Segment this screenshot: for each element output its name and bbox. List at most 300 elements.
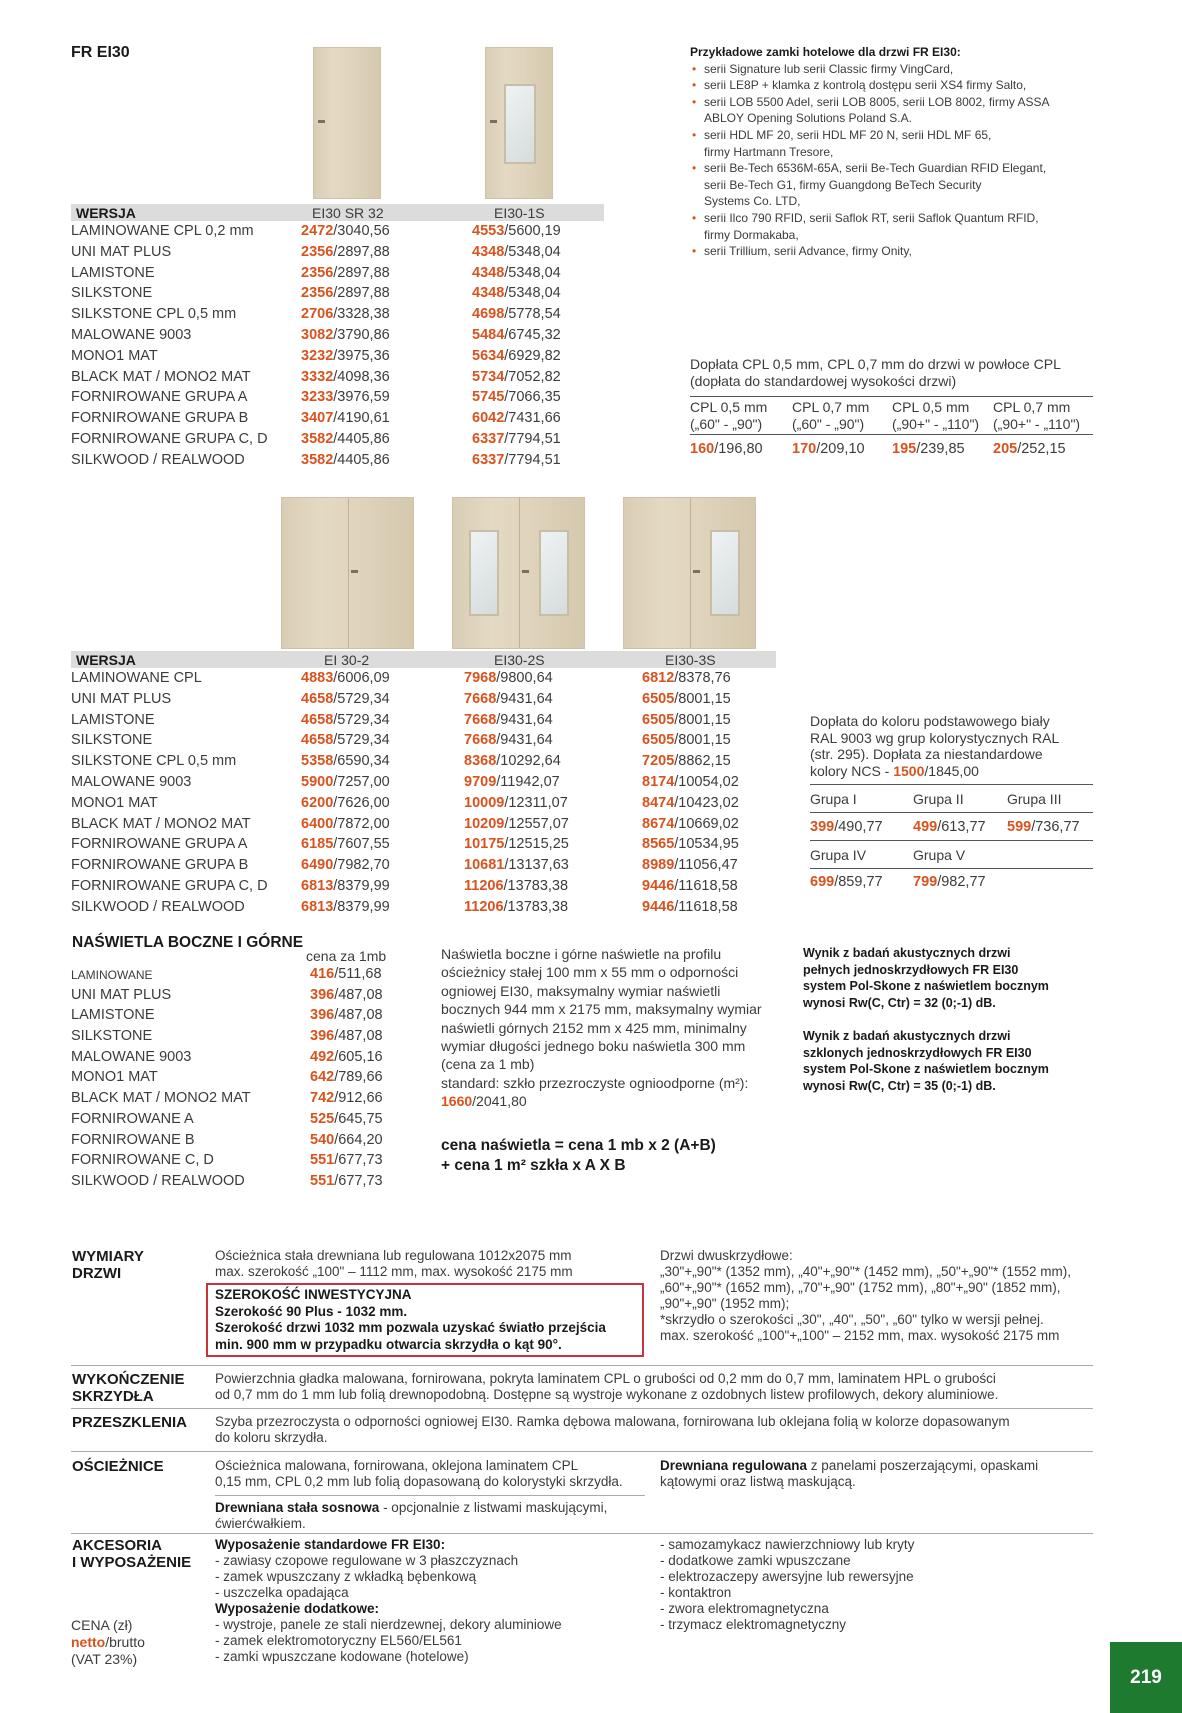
hotel-lock-line: • serii Trillium, serii Advance, firmy Onity,: [704, 244, 912, 259]
page-title: FR EI30: [71, 44, 130, 61]
price-cell: [642, 857, 738, 873]
door-split-line: [519, 498, 520, 648]
door-handle-icon: [351, 570, 358, 573]
sidelights-description: [441, 945, 781, 1111]
acc-right-item: - kontaktron: [660, 1585, 732, 1600]
price-brutto: /664,20: [334, 1131, 383, 1148]
price-netto: 7205: [642, 753, 675, 770]
box-line1: SZEROKOŚĆ INWESTYCYJNA: [215, 1287, 412, 1302]
acc-standard-title: Wyposażenie standardowe FR EI30:: [215, 1537, 446, 1552]
table-row: [71, 223, 611, 244]
table1-header: [71, 204, 604, 221]
spec-akcesoria-right: [660, 1537, 914, 1633]
price-brutto: /7431,66: [504, 410, 561, 427]
row-label: FORNIROWANE GRUPA B: [71, 857, 249, 874]
price-brutto: /8862,15: [674, 753, 731, 770]
row-label: FORNIROWANE GRUPA C, D: [71, 877, 268, 894]
table2-header-col3: EI30-3S: [665, 652, 716, 668]
price-brutto: /677,73: [334, 1172, 383, 1189]
price-netto: 525: [310, 1110, 335, 1127]
price-netto: 6505: [642, 711, 675, 728]
spec-acc-title-2: I WYPOSAŻENIE: [72, 1554, 192, 1571]
price-cell: [301, 244, 390, 260]
sidelights-desc-line: naświetli górnych 2152 mm x 425 mm, minimalny: [441, 1019, 747, 1036]
acc-right-item: - trzymacz elektromagnetyczny: [660, 1617, 847, 1632]
price-brutto: /4190,61: [333, 410, 390, 427]
table2-header-version: WERSJA: [76, 652, 136, 668]
price-brutto: /7607,55: [333, 836, 390, 853]
price-brutto: /5348,04: [504, 243, 561, 260]
color-group-price: [1007, 819, 1080, 835]
spec-osc-r-rest: z panelami poszerzającymi, opaskami: [807, 1458, 1039, 1473]
price-netto: 11206: [464, 877, 504, 894]
price-netto: 4348: [472, 285, 505, 302]
price-brutto: /5729,34: [333, 732, 390, 749]
price-brutto: /10292,64: [496, 753, 561, 770]
price-netto: 3582: [301, 451, 334, 468]
spec-oscieznice-left2: [215, 1500, 607, 1532]
cpl-col-range: („90+" - „110"): [892, 416, 980, 432]
spec-wyk-title-1: WYKOŃCZENIE: [72, 1371, 185, 1388]
price-cell: [301, 431, 390, 447]
acoustic-line: wynosi Rw(C, Ctr) = 35 (0;-1) dB.: [803, 1079, 996, 1094]
table-row: [71, 987, 431, 1008]
price-cell: [464, 753, 561, 769]
price-netto: 6200: [301, 794, 334, 811]
color-price-brutto: /982,77: [937, 874, 986, 890]
price-cell: [472, 452, 561, 468]
hotel-locks-block: [690, 44, 1110, 260]
price-netto: 5745: [472, 389, 505, 406]
price-brutto: /6929,82: [504, 347, 561, 364]
price-brutto: /7257,00: [333, 773, 390, 790]
price-netto: 416: [310, 966, 335, 982]
price-cell: [472, 244, 561, 260]
price-brutto: /7794,51: [504, 430, 561, 447]
price-note-netto-brutto: [71, 1634, 145, 1651]
sidelights-glass-price: [441, 1092, 781, 1110]
color-price-brutto: /736,77: [1031, 819, 1080, 835]
price-cell: [301, 285, 390, 301]
row-label: MONO1 MAT: [71, 1069, 158, 1086]
price-netto: 9446: [642, 877, 675, 894]
row-label: UNI MAT PLUS: [71, 243, 172, 260]
price-cell: [301, 753, 390, 769]
color-group-price: [913, 819, 986, 835]
acc-extra-title: Wyposażenie dodatkowe:: [215, 1601, 380, 1616]
table1-header-col2: EI30-1S: [494, 205, 545, 221]
table2-body: [71, 670, 791, 920]
spec-wymiary-left-2: max. szerokość „100" – 1112 mm, max. wysokość 2175 mm: [215, 1264, 573, 1279]
hotel-lock-line: ABLOY Opening Solutions Poland S.A.: [704, 111, 912, 126]
color-ncs-brutto: /1845,00: [924, 762, 979, 779]
spec-wyk-title-2: SKRZYDŁA: [72, 1388, 154, 1405]
sidelights-desc-line: wymiar długości jednego boku naświetla 300 mm: [441, 1038, 746, 1055]
table-row: [71, 878, 791, 899]
cpl-col-label: CPL 0,7 mm: [993, 399, 1071, 415]
price-netto: 742: [310, 1090, 335, 1107]
price-netto: 2472: [301, 223, 334, 239]
price-brutto: /5348,04: [504, 264, 561, 281]
sidelights-desc-line: ościeżnicy stałej 100 mm x 55 mm o odporności: [441, 964, 739, 981]
table2-header: [71, 651, 776, 668]
color-line2: RAL 9003 wg grup kolorystycznych RAL: [810, 729, 1060, 746]
price-brutto: /605,16: [334, 1048, 383, 1065]
sidelights-desc-line: bocznych 944 mm x 2175 mm, maksymalny wymiar: [441, 1001, 762, 1018]
cpl-col-price: [792, 441, 865, 457]
box-line4: min. 900 mm w przypadku otwarcia skrzydła o kąt 90°.: [215, 1336, 562, 1352]
spec-osc-l3: ćwierćwałkiem.: [215, 1516, 306, 1531]
price-cell: [310, 1028, 383, 1044]
color-line1: Dopłata do koloru podstawowego biały: [810, 713, 1050, 729]
price-brutto: /11618,58: [674, 877, 738, 894]
cpl-price-netto: 170: [792, 441, 817, 457]
spec-akcesoria-title: [72, 1537, 191, 1571]
price-cell: [464, 691, 553, 707]
table-row: [71, 1028, 431, 1049]
price-cell: [642, 670, 731, 686]
row-label: FORNIROWANE GRUPA A: [71, 836, 248, 853]
door-split-line: [348, 498, 349, 648]
cpl-title-line2: (dopłata do standardowej wysokości drzwi): [690, 373, 957, 389]
spec-divider-1: [71, 1365, 1093, 1366]
price-cell: [464, 670, 553, 686]
acoustic-line: wynosi Rw(C, Ctr) = 32 (0;-1) dB.: [803, 996, 996, 1011]
spec-wykonczenie-text: [215, 1371, 998, 1403]
price-cell: [301, 732, 390, 748]
price-cell: [472, 306, 561, 322]
table-row: [71, 774, 791, 795]
price-cell: [310, 1152, 383, 1168]
price-cell: [301, 369, 390, 385]
table1-header-col1: EI30 SR 32: [312, 205, 384, 221]
color-divider-1: [810, 784, 1093, 785]
row-label: BLACK MAT / MONO2 MAT: [71, 368, 251, 385]
price-netto: 396: [310, 1007, 335, 1024]
sidelights-desc-line: ogniowej EI30, maksymalny wymiar naświetli: [441, 982, 721, 999]
price-brutto: /645,75: [334, 1110, 383, 1127]
hotel-lock-item: [690, 61, 1110, 78]
price-brutto: /3040,56: [333, 223, 390, 239]
color-price-netto: 799: [913, 874, 938, 890]
spec-wymiary-title-2: DRZWI: [72, 1265, 122, 1282]
price-brutto: /12557,07: [504, 815, 569, 832]
hotel-lock-item: [690, 94, 1110, 127]
price-netto: 6400: [301, 815, 334, 832]
wymiary-right-line: „60"+„90"* (1652 mm), „70"+„90" (1752 mm), „80"+„90" (1852 mm),: [660, 1280, 1061, 1295]
price-note-currency: CENA (zł): [71, 1617, 133, 1633]
price-brutto: /2897,88: [333, 285, 390, 302]
price-cell: [642, 732, 731, 748]
price-cell: [301, 670, 390, 686]
spec-divider-osc: [215, 1495, 645, 1496]
price-brutto: /8379,99: [333, 898, 390, 915]
price-netto: 7668: [464, 711, 497, 728]
hotel-lock-item: [690, 77, 1110, 94]
table-row: [71, 836, 791, 857]
price-brutto: /6745,32: [504, 326, 561, 343]
price-cell: [464, 836, 569, 852]
price-cell: [642, 712, 731, 728]
price-netto: 6042: [472, 410, 505, 427]
table-row: [71, 966, 431, 987]
price-brutto: /10054,02: [674, 773, 739, 790]
spec-osc-l2: [215, 1500, 607, 1516]
row-label: SILKWOOD / REALWOOD: [71, 898, 245, 915]
price-netto: 2356: [301, 285, 334, 302]
acoustic-line: Wynik z badań akustycznych drzwi: [803, 946, 1011, 960]
price-brutto: /487,08: [334, 1028, 383, 1045]
price-netto: 8368: [464, 753, 497, 770]
table1-body: [71, 223, 611, 473]
price-netto: 396: [310, 1028, 335, 1045]
price-netto: 5634: [472, 347, 505, 364]
price-cell: [464, 732, 553, 748]
price-brutto: /8001,15: [674, 732, 731, 749]
spec-divider-3: [71, 1451, 1093, 1452]
price-brutto: /7052,82: [504, 368, 561, 385]
color-group-label: Grupa I: [810, 791, 857, 807]
price-netto: 2706: [301, 306, 334, 323]
price-netto: 4698: [472, 306, 505, 323]
price-brutto: /2897,88: [333, 243, 390, 260]
door-handle-icon: [693, 570, 700, 573]
price-netto: 8989: [642, 857, 675, 874]
price-cell: [310, 1132, 383, 1148]
hotel-lock-line: • serii Signature lub serii Classic firmy VingCard,: [704, 61, 954, 76]
table-row: [71, 1090, 431, 1111]
price-netto: 3332: [301, 368, 334, 385]
color-price-netto: 499: [913, 819, 938, 835]
price-brutto: /9431,64: [496, 690, 553, 707]
box-line3: Szerokość drzwi 1032 mm pozwala uzyskać światło przejścia: [215, 1320, 606, 1335]
price-brutto: /12311,07: [504, 794, 568, 811]
cpl-divider-top: [690, 396, 1093, 397]
spec-przeszklenia-title: PRZESZKLENIA: [72, 1414, 188, 1431]
acc-right-item: - elektrozaczepy awersyjne lub rewersyjne: [660, 1569, 914, 1584]
spec-osc-r-bold: Drewniana regulowana: [660, 1458, 808, 1473]
color-line4: [810, 763, 1100, 780]
glass-price-netto: 1660: [441, 1093, 473, 1110]
price-netto: 3407: [301, 410, 334, 427]
door-image-ei30-sr32: [313, 47, 381, 199]
row-label: LAMISTONE: [71, 711, 155, 728]
sidelights-desc-line: Naświetla boczne i górne naświetle na profilu: [441, 946, 722, 962]
acoustic-line: system Pol-Skone z naświetlem bocznym: [803, 979, 1049, 994]
price-brutto: /5348,04: [504, 285, 561, 302]
row-label: FORNIROWANE B: [71, 1131, 195, 1148]
table2-header-col1: EI 30-2: [324, 652, 370, 668]
color-price-brutto: /490,77: [834, 819, 883, 835]
door-image-ei30-2s: [452, 497, 585, 649]
price-netto: 8474: [642, 794, 675, 811]
price-cell: [472, 327, 561, 343]
row-label: FORNIROWANE C, D: [71, 1152, 214, 1169]
color-line3: (str. 295). Dopłata za niestandardowe: [810, 746, 1043, 762]
door-handle-icon: [522, 570, 529, 573]
spec-divider-4: [71, 1533, 1093, 1534]
cpl-surcharge-title: [690, 356, 1061, 390]
price-netto: 6337: [472, 430, 505, 447]
price-netto: 4658: [301, 690, 334, 707]
price-cell: [642, 816, 739, 832]
table-row: [71, 753, 791, 774]
price-brutto: /5729,34: [333, 690, 390, 707]
price-netto: 492: [310, 1048, 335, 1065]
price-netto: 5484: [472, 326, 505, 343]
price-cell: [642, 691, 731, 707]
price-brutto: /7066,35: [504, 389, 561, 406]
spec-akcesoria-left: [215, 1537, 562, 1665]
table-row: [71, 389, 611, 410]
price-netto: 10175: [464, 836, 505, 853]
row-label: LAMISTONE: [71, 1007, 155, 1024]
hotel-lock-line: • serii Be-Tech 6536M-65A, serii Be-Tech Guardian RFID Elegant,: [704, 161, 1047, 176]
spec-prz-2: do koloru skrzydła.: [215, 1430, 328, 1445]
price-cell: [310, 1090, 383, 1106]
price-netto: 6505: [642, 690, 675, 707]
price-brutto: /10423,02: [674, 794, 739, 811]
color-divider-2: [810, 812, 1093, 813]
price-netto: 5900: [301, 773, 334, 790]
row-label: MONO1 MAT: [71, 794, 158, 811]
price-brutto: /2897,88: [333, 264, 390, 281]
price-cell: [472, 348, 561, 364]
cpl-title-line1: Dopłata CPL 0,5 mm, CPL 0,7 mm do drzwi w powłoce CPL: [690, 356, 1061, 372]
table-row: [71, 1007, 431, 1028]
cpl-col-label: CPL 0,7 mm: [792, 399, 870, 415]
table-row: [71, 285, 611, 306]
price-netto: 7968: [464, 670, 497, 686]
door-image-ei30-3s: [623, 497, 756, 649]
door-split-line: [690, 498, 691, 648]
color-price-brutto: /613,77: [937, 819, 986, 835]
wymiary-right-line: Drzwi dwuskrzydłowe:: [660, 1248, 793, 1263]
cpl-price-brutto: /196,80: [714, 441, 763, 457]
table-row: [71, 857, 791, 878]
price-brutto: /10534,95: [674, 836, 739, 853]
table-row: [71, 306, 611, 327]
price-brutto: /8001,15: [674, 711, 731, 728]
table-row: [71, 1069, 431, 1090]
price-cell: [310, 1111, 383, 1127]
price-brutto: /789,66: [334, 1069, 383, 1086]
door-image-ei30-2: [281, 497, 414, 649]
price-brutto: /9431,64: [496, 732, 553, 749]
cpl-col-price: [993, 441, 1066, 457]
price-brutto: /511,68: [334, 966, 382, 982]
price-cell: [301, 691, 390, 707]
price-brutto: /912,66: [334, 1090, 383, 1107]
price-brutto: /13783,38: [503, 877, 569, 894]
acc-standard-item: - zawiasy czopowe regulowane w 3 płaszczyznach: [215, 1553, 519, 1568]
row-label: SILKWOOD / REALWOOD: [71, 451, 245, 468]
row-label: BLACK MAT / MONO2 MAT: [71, 1090, 251, 1107]
price-netto: 10681: [464, 857, 505, 874]
door-window-icon: [469, 530, 499, 616]
price-cell: [301, 389, 390, 405]
price-cell: [642, 836, 739, 852]
acoustic-line: system Pol-Skone z naświetlem bocznym: [803, 1062, 1049, 1077]
door-handle-icon: [318, 120, 325, 123]
door-window-icon: [539, 530, 569, 616]
price-netto: 4658: [301, 711, 334, 728]
spec-acc-title-1: AKCESORIA: [72, 1537, 163, 1554]
table-row: [71, 691, 791, 712]
price-cell: [301, 857, 390, 873]
price-cell: [310, 1173, 383, 1189]
table-row: [71, 816, 791, 837]
price-brutto: /5729,34: [333, 711, 390, 728]
price-note-vat: (VAT 23%): [71, 1651, 138, 1667]
price-netto: 540: [310, 1131, 335, 1148]
price-brutto: /11618,58: [674, 898, 738, 915]
price-netto: 3582: [301, 430, 334, 447]
price-netto: 551: [310, 1172, 335, 1189]
color-price-netto: 699: [810, 874, 835, 890]
row-label: SILKWOOD / REALWOOD: [71, 1172, 245, 1189]
door-window-icon: [504, 84, 536, 164]
sidelights-formula: [441, 1136, 716, 1176]
cpl-price-netto: 195: [892, 441, 917, 457]
hotel-lock-item: [690, 160, 1110, 210]
row-label: BLACK MAT / MONO2 MAT: [71, 815, 251, 832]
table-row: [71, 670, 791, 691]
row-label: SILKSTONE: [71, 285, 153, 302]
price-cell: [301, 327, 390, 343]
cpl-col-price: [892, 441, 965, 457]
price-netto: 10209: [464, 815, 505, 832]
price-brutto: /7794,51: [504, 451, 561, 468]
price-brutto: /7872,00: [333, 815, 390, 832]
price-netto: 6185: [301, 836, 334, 853]
acoustic-note-2: [803, 1028, 1049, 1095]
sidelights-table: [71, 966, 431, 1194]
cpl-col-label: CPL 0,5 mm: [892, 399, 970, 415]
color-ncs-price: 1500: [893, 762, 925, 779]
price-brutto: /10669,02: [674, 815, 739, 832]
row-label: LAMINOWANE CPL 0,2 mm: [71, 223, 254, 239]
price-brutto: /6590,34: [333, 753, 390, 770]
spec-oscieznice-right: [660, 1458, 1038, 1490]
row-label: SILKSTONE CPL 0,5 mm: [71, 306, 237, 323]
hotel-lock-line: • serii LOB 5500 Adel, serii LOB 8005, serii LOB 8002, firmy ASSA: [704, 94, 1050, 109]
cpl-price-brutto: /252,15: [1017, 441, 1066, 457]
hotel-lock-line: firmy Dormakaba,: [704, 227, 799, 242]
price-netto: 7668: [464, 690, 497, 707]
price-brutto: /677,73: [334, 1152, 383, 1169]
price-cell: [301, 410, 390, 426]
color-group-price: [810, 874, 883, 890]
table-row: [71, 899, 791, 920]
price-cell: [472, 265, 561, 281]
row-label: FORNIROWANE A: [71, 1110, 194, 1127]
price-cell: [642, 899, 738, 915]
color-divider-4: [810, 868, 1093, 869]
table-row: [71, 795, 791, 816]
price-cell: [301, 878, 390, 894]
spec-oscieznice-title: OŚCIEŻNICE: [72, 1458, 164, 1475]
price-brutto: /5778,54: [504, 306, 561, 323]
price-brutto: /11056,47: [674, 857, 738, 874]
price-netto: 2356: [301, 243, 334, 260]
spec-wyk-2: od 0,7 mm do 1 mm lub folią drewnopodobną. Dostępne są wystroje wykonane z ozdobnych listew profilowych, dekory aluminiowe.: [215, 1387, 999, 1402]
price-netto: 4553: [472, 223, 505, 239]
price-brutto: /9800,64: [496, 670, 553, 686]
acoustic-note-1: [803, 945, 1049, 1012]
price-cell: [310, 1069, 383, 1085]
color-group-price: [810, 819, 883, 835]
